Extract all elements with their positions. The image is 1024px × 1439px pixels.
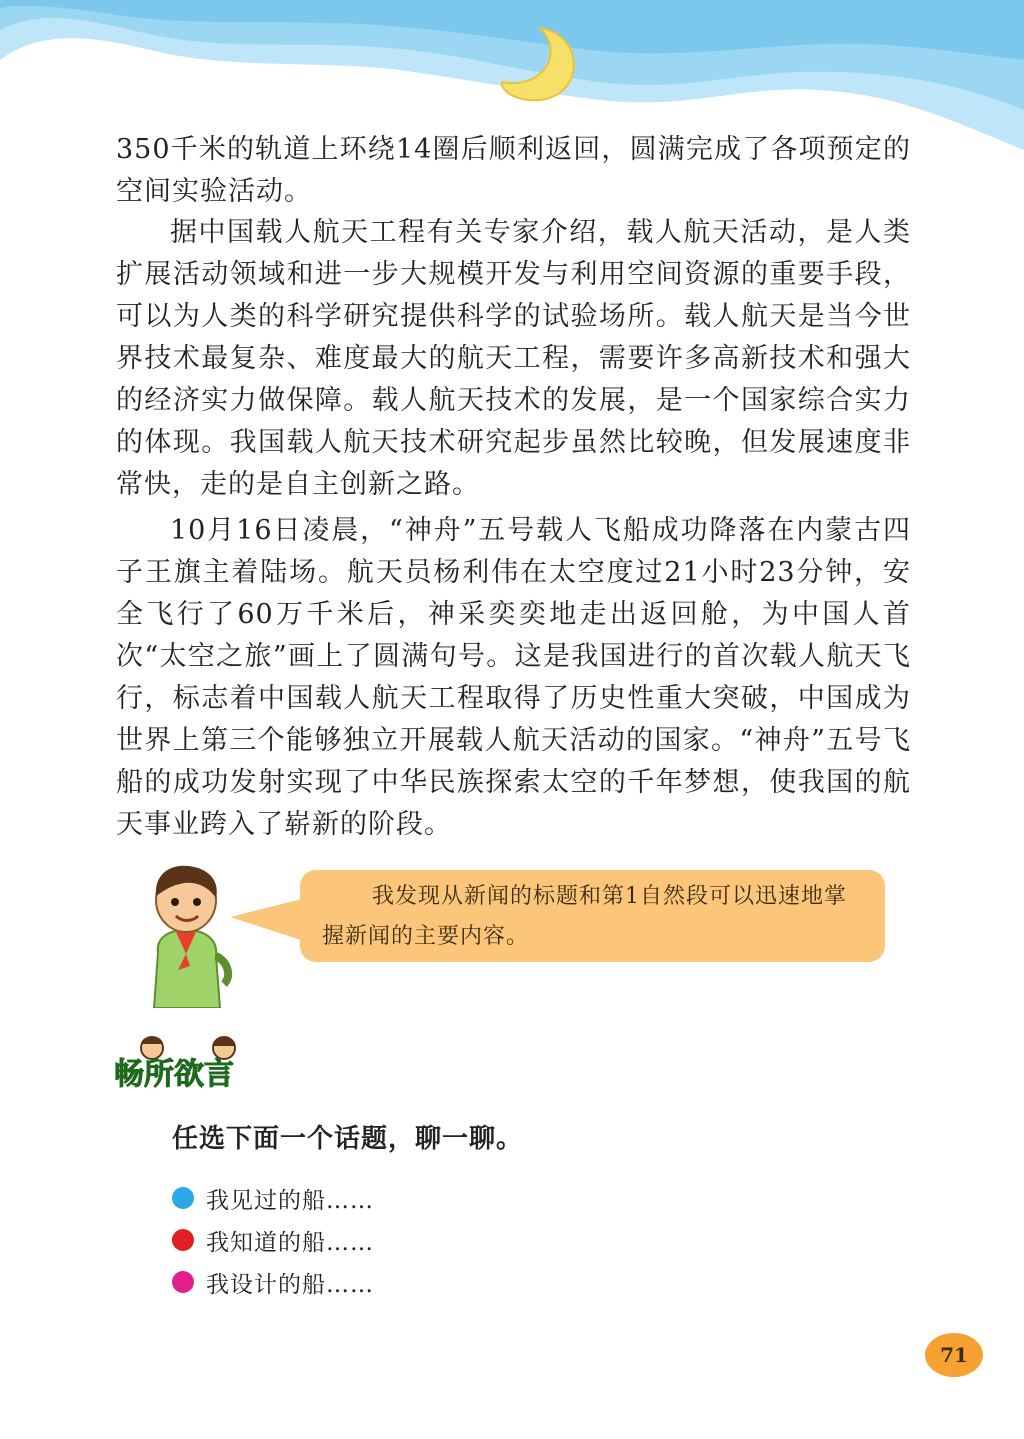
- topic-item: [172, 1264, 374, 1300]
- svg-text:畅所欲言: 畅所欲言: [114, 1057, 234, 1092]
- topic-label: 我知道的船……: [206, 1229, 374, 1256]
- page-number: 71: [925, 1333, 983, 1377]
- boy-character-illustration: [128, 858, 243, 1008]
- paragraph-continuation: 350千米的轨道上环绕14圈后顺利返回，圆满完成了各项预定的空间实验活动。: [116, 134, 911, 207]
- topic-heading: 任选下面一个话题，聊一聊。: [172, 1124, 524, 1154]
- topic-item: [172, 1222, 374, 1258]
- header-sky-art: [0, 0, 1024, 150]
- topic-item: [172, 1180, 374, 1216]
- speech-bubble-tail: [230, 895, 310, 945]
- speech-bubble-text: 我发现从新闻的标题和第1自然段可以迅速地掌握新闻的主要内容。: [322, 884, 847, 949]
- paragraph-landing-news: 10月16日凌晨，“神舟”五号载人飞船成功降落在内蒙古四子王旗主着陆场。航天员杨利伟在太空度过21小时23分钟，安全飞行了60万千米后，神采奕奕地走出返回舱，为中国人首次“太空之旅”画上了圆满句号。这是我国进行的首次载人航天飞行，标志着中国载人航天工程取得了历史性重大突破，中国成为世界上第三个能够独立开展载人航天活动的国家。“神舟”五号飞船的成功发射实现了中华民族探索太空的千年梦想，使我国的航天事业跨入了崭新的阶段。: [116, 515, 911, 840]
- magenta-dot-icon: [172, 1271, 194, 1293]
- section-logo-changsuoyuyan: [112, 1030, 262, 1092]
- paragraph-expert-intro: 据中国载人航天工程有关专家介绍，载人航天活动，是人类扩展活动领域和进一步大规模开发与利用空间资源的重要手段，可以为人类的科学研究提供科学的试验场所。载人航天是当今世界技术最复杂、难度最大的航天工程，需要许多高新技术和强大的经济实力做保障。载人航天技术的发展，是一个国家综合实力的体现。我国载人航天技术研究起步虽然比较晚，但发展速度非常快，走的是自主创新之路。: [116, 217, 911, 500]
- blue-dot-icon: [172, 1187, 194, 1209]
- red-dot-icon: [172, 1229, 194, 1251]
- topic-label: 我见过的船……: [206, 1187, 374, 1214]
- topic-label: 我设计的船……: [206, 1271, 374, 1298]
